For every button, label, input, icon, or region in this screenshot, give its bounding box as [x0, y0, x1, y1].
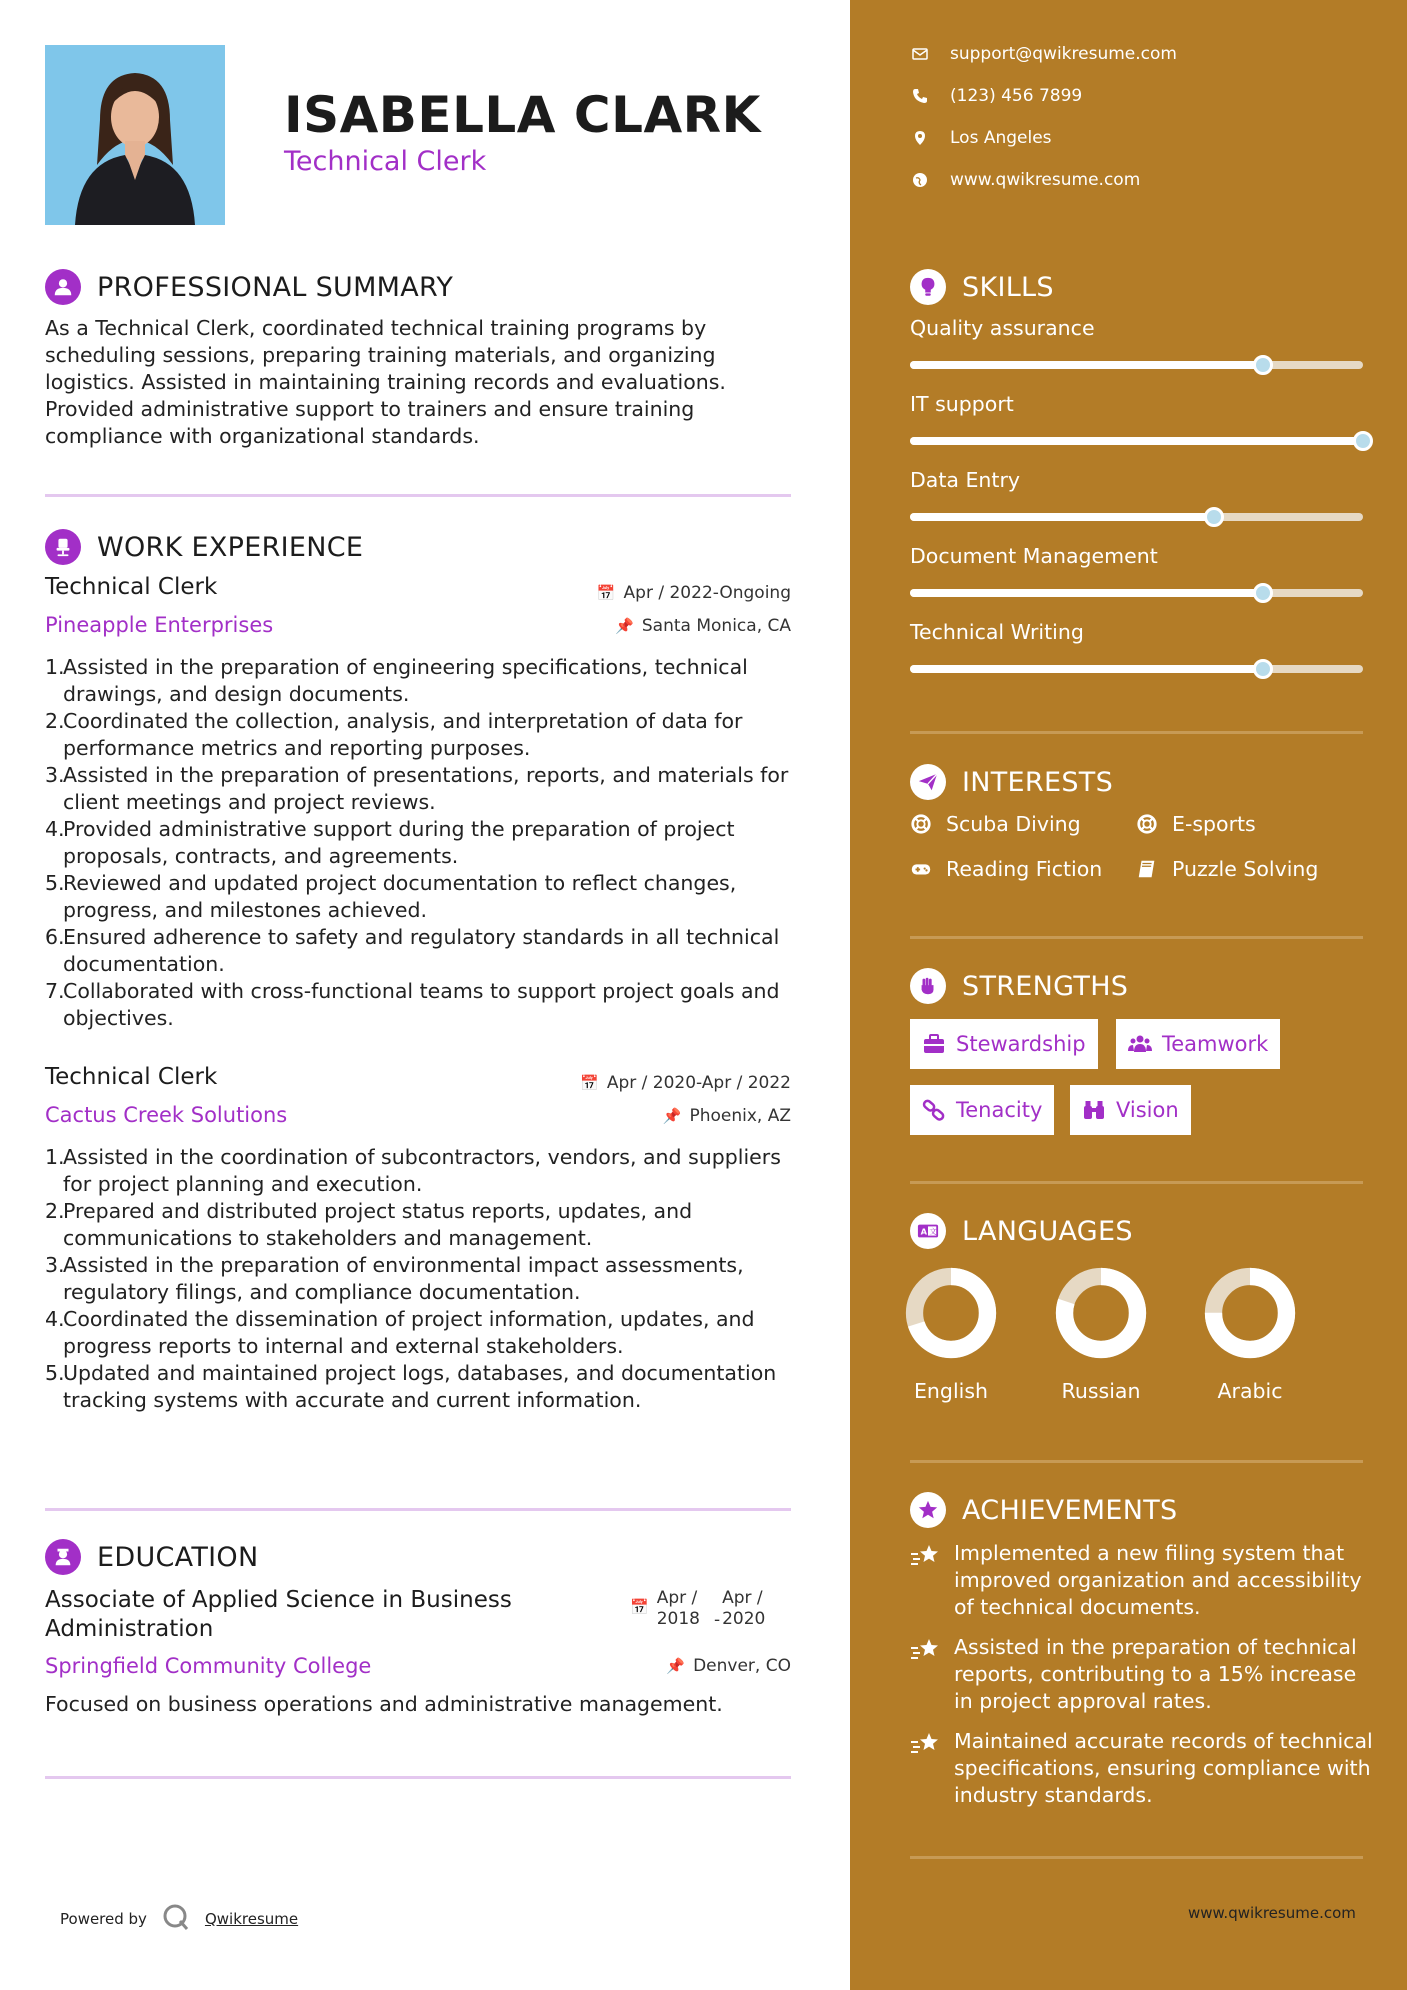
experience-title: WORK EXPERIENCE: [97, 531, 364, 563]
interest-item: [1136, 857, 1318, 881]
summary-text: As a Technical Clerk, coordinated technical training programs by scheduling sessions, preparing training materials, and organizing logistics. Assisted in maintaining training records and evaluations. Provided administrative support to trainers and ensure training compliance with organizational standards.: [45, 316, 726, 448]
job-bullets: [45, 1144, 805, 1414]
list-item: 1. Assisted in the preparation of engineering specifications, technical drawings, and design documents.: [45, 655, 748, 706]
contact-location: [910, 128, 1052, 148]
lifebuoy-icon: [910, 813, 932, 835]
language-item: [1185, 1265, 1315, 1403]
contact-email: [910, 44, 1177, 64]
strengths-heading: [910, 968, 1128, 1004]
shooting-star-icon: [910, 1636, 942, 1664]
interest-label: Scuba Diving: [946, 812, 1081, 836]
languages-title: LANGUAGES: [962, 1215, 1133, 1247]
job-location-text: Phoenix, AZ: [689, 1106, 791, 1126]
envelope-icon: [910, 46, 930, 62]
job-title: Technical Clerk: [45, 1064, 218, 1090]
email-text[interactable]: support@qwikresume.com: [950, 44, 1177, 64]
job-company: Cactus Creek Solutions: [45, 1103, 288, 1127]
skills-title: SKILLS: [962, 271, 1054, 303]
achievement-item: [910, 1728, 1380, 1809]
qwikresume-link[interactable]: Qwikresume: [204, 1910, 299, 1928]
sidebar: [850, 0, 1407, 1990]
strength-tag: [910, 1085, 1054, 1135]
interest-item: [910, 857, 1102, 881]
language-donut: [1053, 1265, 1149, 1361]
skill-name: Technical Writing: [910, 620, 1084, 644]
school-name: Springfield Community College: [45, 1654, 372, 1678]
user-icon: [45, 269, 81, 305]
skill-bar-fill: [910, 589, 1263, 597]
website-text[interactable]: www.qwikresume.com: [950, 170, 1141, 190]
experience-heading: [45, 529, 363, 565]
candidate-name: ISABELLA CLARK: [284, 86, 761, 144]
section-divider: [45, 494, 791, 497]
list-item: 3. Assisted in the preparation of presentations, reports, and materials for client meetings and project reviews.: [45, 763, 789, 814]
contact-phone: [910, 86, 1082, 106]
degree-title: [45, 1586, 512, 1644]
job-dates-text: Apr / 2020-Apr / 2022: [606, 1073, 791, 1093]
skill-bar-fill: [910, 513, 1214, 521]
section-divider: [910, 1460, 1363, 1463]
list-item: 7. Collaborated with cross-functional teams to support project goals and objectives.: [45, 979, 780, 1030]
section-divider: [910, 731, 1363, 734]
achievements-heading: [910, 1492, 1178, 1528]
skill-bar-knob: [1253, 583, 1273, 603]
gamepad-icon: [910, 858, 932, 880]
briefcase-icon: [922, 1032, 946, 1056]
link-icon: [922, 1098, 946, 1122]
skill-name: Data Entry: [910, 468, 1021, 492]
education-heading: [45, 1539, 258, 1575]
degree-line: Associate of Applied Science in Business: [45, 1587, 512, 1613]
language-name: Russian: [1061, 1379, 1141, 1403]
language-name: English: [913, 1379, 989, 1403]
skill-bar: [910, 437, 1363, 445]
job-dates: [597, 583, 791, 603]
profile-photo: [45, 45, 225, 225]
phone-text: (123) 456 7899: [950, 86, 1083, 106]
interests-title: INTERESTS: [962, 766, 1114, 798]
degree-line: Administration: [45, 1616, 214, 1642]
language-donut: [1202, 1265, 1298, 1361]
job-dates: [580, 1073, 791, 1093]
calendar-icon: 📅: [596, 584, 616, 602]
achievements-title: ACHIEVEMENTS: [962, 1494, 1178, 1526]
skill-bar-fill: [910, 361, 1263, 369]
achievement-text: Maintained accurate records of technical specifications, ensuring compliance with industry standards.: [954, 1729, 1373, 1807]
date-dash: -: [713, 1610, 721, 1630]
graduate-icon: [45, 1539, 81, 1575]
skill-bar: [910, 589, 1363, 597]
interest-label: Puzzle Solving: [1172, 857, 1319, 881]
shooting-star-icon: [910, 1730, 942, 1758]
skills-heading: [910, 269, 1054, 305]
language-name: Arabic: [1217, 1379, 1283, 1403]
skill-bar-fill: [910, 665, 1263, 673]
office-chair-icon: [45, 529, 81, 565]
languages-heading: [910, 1213, 1133, 1249]
users-icon: [1128, 1032, 1152, 1056]
language-donut: [903, 1265, 999, 1361]
interest-label: Reading Fiction: [946, 857, 1103, 881]
shooting-star-icon: [910, 1542, 942, 1570]
svg-text:文: 文: [929, 1227, 937, 1237]
pin-icon: 📌: [666, 1657, 686, 1675]
language-item: [1036, 1265, 1166, 1403]
location-text: Los Angeles: [950, 128, 1052, 148]
skill-name: Quality assurance: [910, 316, 1095, 340]
list-item: 3. Assisted in the preparation of environmental impact assessments, regulatory filings, and compliance documentation.: [45, 1253, 744, 1304]
strength-tag: [1070, 1085, 1191, 1135]
skill-bar: [910, 361, 1363, 369]
achievement-item: [910, 1634, 1380, 1715]
list-item: 2. Prepared and distributed project status reports, updates, and communications to stakeholders and management.: [45, 1199, 693, 1250]
job-location: [615, 616, 791, 636]
skill-bar-knob: [1253, 355, 1273, 375]
pin-icon: 📌: [662, 1107, 682, 1125]
section-divider: [910, 1856, 1363, 1859]
achievement-item: [910, 1540, 1380, 1621]
education-dates: [630, 1588, 765, 1630]
skill-name: Document Management: [910, 544, 1158, 568]
powered-by-label: Powered by: [60, 1910, 147, 1928]
strength-label: Stewardship: [956, 1032, 1086, 1056]
powered-by: [60, 1902, 298, 1936]
job-dates-text: Apr / 2022-Ongoing: [623, 583, 791, 603]
candidate-title: Technical Clerk: [284, 146, 487, 177]
book-icon: [1136, 858, 1158, 880]
svg-text:A: A: [920, 1226, 928, 1237]
strength-tag: [910, 1019, 1098, 1069]
pin-icon: 📌: [615, 617, 634, 635]
calendar-icon: 📅: [630, 1598, 649, 1616]
list-item: 4. Coordinated the dissemination of project information, updates, and progress reports to internal and external stakeholders.: [45, 1307, 755, 1358]
skill-bar-knob: [1204, 507, 1224, 527]
globe-icon: [910, 172, 930, 188]
translate-icon: [910, 1213, 946, 1249]
education-title: EDUCATION: [97, 1541, 259, 1573]
summary-title: PROFESSIONAL SUMMARY: [97, 271, 454, 303]
list-item: 5. Updated and maintained project logs, databases, and documentation tracking systems with accurate and current information.: [45, 1361, 777, 1412]
calendar-icon: 📅: [580, 1074, 599, 1092]
phone-icon: [910, 88, 930, 104]
job-company: Pineapple Enterprises: [45, 613, 274, 637]
list-item: 2. Coordinated the collection, analysis, and interpretation of data for performance metrics and reporting purposes.: [45, 709, 743, 760]
strengths-title: STRENGTHS: [962, 970, 1129, 1002]
list-item: 4. Provided administrative support during the preparation of project proposals, contracts, and agreements.: [45, 817, 735, 868]
summary-heading: [45, 269, 453, 305]
interest-item: [910, 812, 1081, 836]
strength-label: Tenacity: [956, 1098, 1043, 1122]
start-date: Apr / 2018: [656, 1588, 700, 1629]
job-location: [663, 1106, 791, 1126]
language-item: [886, 1265, 1016, 1403]
section-divider: [45, 1776, 791, 1779]
list-item: 1. Assisted in the coordination of subcontractors, vendors, and suppliers for project planning and execution.: [45, 1145, 781, 1196]
skill-bar-knob: [1353, 431, 1373, 451]
education-location-text: Denver, CO: [693, 1656, 791, 1676]
map-pin-icon: [910, 130, 930, 146]
strength-label: Teamwork: [1162, 1032, 1269, 1056]
list-item: 6. Ensured adherence to safety and regulatory standards in all technical documentation.: [45, 925, 780, 976]
section-divider: [910, 1181, 1363, 1184]
list-item: 5. Reviewed and updated project documentation to reflect changes, progress, and milestones achieved.: [45, 871, 737, 922]
skill-bar-knob: [1253, 659, 1273, 679]
binoculars-icon: [1082, 1098, 1106, 1122]
end-date: Apr / 2020: [722, 1588, 766, 1629]
job-bullets: [45, 654, 805, 1032]
fist-icon: [910, 968, 946, 1004]
skill-bar: [910, 513, 1363, 521]
strength-tag: [1116, 1019, 1280, 1069]
achievement-text: Implemented a new filing system that improved organization and accessibility of technical documents.: [954, 1541, 1362, 1619]
section-divider: [910, 936, 1363, 939]
star-badge-icon: [910, 1492, 946, 1528]
job-location-text: Santa Monica, CA: [641, 616, 791, 636]
skill-bar-fill: [910, 437, 1363, 445]
skill-bar: [910, 665, 1363, 673]
footer-website[interactable]: www.qwikresume.com: [1188, 1904, 1356, 1922]
paper-plane-icon: [910, 764, 946, 800]
education-description: Focused on business operations and administrative management.: [45, 1692, 723, 1716]
job-title: Technical Clerk: [45, 574, 218, 600]
qwikresume-logo-icon: [161, 1902, 191, 1936]
interest-label: E-sports: [1172, 812, 1256, 836]
contact-website: [910, 170, 1140, 190]
lightbulb-icon: [910, 269, 946, 305]
interests-heading: [910, 764, 1113, 800]
achievement-text: Assisted in the preparation of technical reports, contributing to a 15% increase in project approval rates.: [954, 1635, 1357, 1713]
education-location: [666, 1656, 791, 1676]
section-divider: [45, 1508, 791, 1511]
strength-label: Vision: [1116, 1098, 1179, 1122]
lifebuoy-icon: [1136, 813, 1158, 835]
interest-item: [1136, 812, 1256, 836]
skill-name: IT support: [910, 392, 1014, 416]
